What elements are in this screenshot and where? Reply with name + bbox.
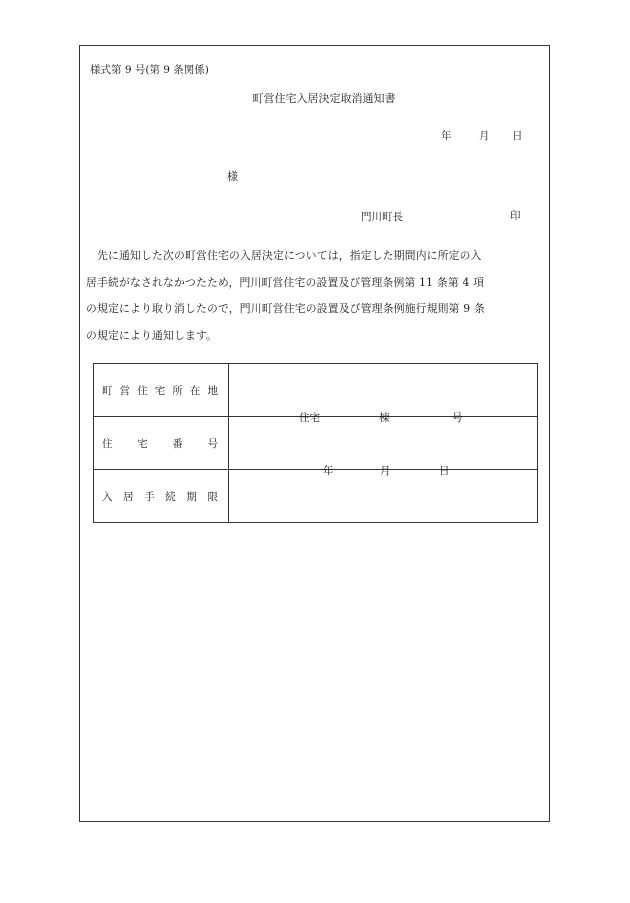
label-char: 入 xyxy=(102,490,113,503)
table-row xyxy=(94,470,538,523)
housing-number-label-cell xyxy=(94,417,229,470)
label-char: 号 xyxy=(207,437,218,450)
addressee-suffix: 様 xyxy=(227,170,238,183)
date-year-label: 年 xyxy=(441,130,452,142)
seal-mark: 印 xyxy=(510,210,521,222)
date-month-label: 月 xyxy=(479,130,490,142)
label-char: 宅 xyxy=(154,384,166,397)
label-char: 在 xyxy=(189,384,201,397)
unit-word: 号 xyxy=(452,412,463,424)
housing-word: 住宅 xyxy=(299,412,320,424)
document-title: 町営住宅入居決定取消通知書 xyxy=(252,92,396,105)
housing-info-table xyxy=(93,363,538,523)
table-row xyxy=(94,364,538,417)
issuer-name: 門川町長 xyxy=(361,211,403,223)
label-char: 番 xyxy=(172,437,183,450)
label-char: 続 xyxy=(165,490,176,503)
label-char: 営 xyxy=(119,384,131,397)
housing-number-label xyxy=(94,436,228,451)
label-char: 手 xyxy=(144,490,155,503)
notice-body-line: 居手続がなされなかつたため，門川町営住宅の設置及び管理条例第 11 条第 4 項 xyxy=(86,275,485,289)
label-char: 居 xyxy=(123,490,134,503)
label-char: 住 xyxy=(137,384,148,397)
label-char: 限 xyxy=(207,490,218,503)
label-char: 町 xyxy=(102,384,113,397)
building-word: 棟 xyxy=(379,412,390,424)
form-number-label: 様式第 9 号(第 9 条関係) xyxy=(90,64,209,76)
deadline-label-cell xyxy=(94,470,229,523)
deadline-day-word: 日 xyxy=(439,465,450,477)
deadline-label xyxy=(94,489,228,504)
location-value-cell[interactable] xyxy=(229,364,538,417)
label-char: 期 xyxy=(186,490,197,503)
deadline-value-cell[interactable] xyxy=(229,465,538,523)
label-char: 地 xyxy=(207,384,218,397)
notice-body xyxy=(86,243,548,349)
label-char: 住 xyxy=(102,437,113,450)
housing-number-value-cell[interactable] xyxy=(229,412,538,470)
date-day-label: 日 xyxy=(512,130,523,142)
location-label-cell xyxy=(94,364,229,417)
deadline-year-word: 年 xyxy=(323,465,334,477)
table-row xyxy=(94,417,538,470)
label-char: 宅 xyxy=(137,437,148,450)
notice-body-line: の規定により通知します。 xyxy=(86,328,218,342)
notice-body-line: 先に通知した次の町営住宅の入居決定については，指定した期間内に所定の入 xyxy=(97,249,482,262)
location-label xyxy=(94,383,228,398)
notice-body-line: の規定により取り消したので，門川町営住宅の設置及び管理条例施行規則第 9 条 xyxy=(86,302,486,315)
label-char: 所 xyxy=(172,384,183,397)
deadline-month-word: 月 xyxy=(380,465,391,477)
